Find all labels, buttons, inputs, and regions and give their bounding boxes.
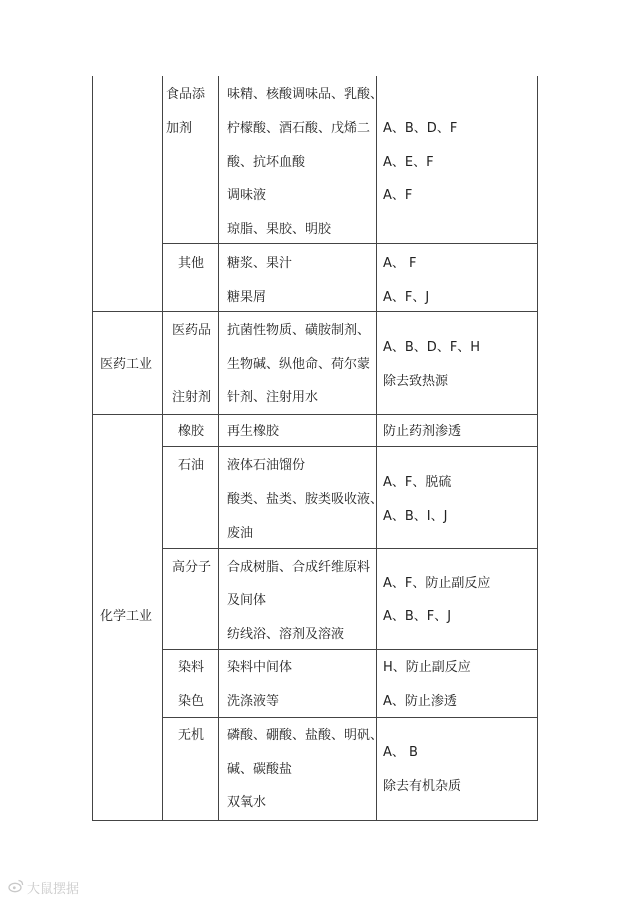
section-divider bbox=[92, 414, 538, 415]
weibo-logo-icon bbox=[8, 879, 24, 897]
material-text: 酸、抗坏血酸 bbox=[227, 155, 306, 170]
material-text: 及间体 bbox=[227, 593, 267, 608]
category-label: 高分子 bbox=[172, 560, 212, 575]
industry-label: 医药工业 bbox=[100, 357, 153, 372]
material-text: 液体石油馏份 bbox=[227, 458, 306, 473]
material-text: 再生橡胶 bbox=[227, 424, 280, 439]
category-label: 其他 bbox=[178, 256, 205, 271]
remark-text: A、B、D、F、H bbox=[383, 340, 481, 355]
column-divider-remarks bbox=[376, 76, 377, 821]
material-text: 生物碱、纵他命、荷尔蒙 bbox=[227, 357, 371, 372]
row-divider bbox=[162, 243, 538, 244]
material-text: 糖果屑 bbox=[227, 290, 267, 305]
table-border-bottom bbox=[92, 820, 538, 821]
category-label: 石油 bbox=[178, 458, 205, 473]
material-text: 磷酸、硼酸、盐酸、明矾、 bbox=[227, 728, 384, 743]
category-label: 医药品 bbox=[172, 323, 212, 338]
remark-text: A、防止渗透 bbox=[383, 694, 457, 709]
remark-text: A、E、F bbox=[383, 155, 434, 170]
row-divider bbox=[162, 649, 538, 650]
row-divider bbox=[162, 548, 538, 549]
table-border-right bbox=[537, 76, 538, 821]
remark-text: A、F、防止副反应 bbox=[383, 576, 491, 591]
remark-text: A、 F bbox=[383, 256, 417, 271]
material-text: 双氧水 bbox=[227, 795, 267, 810]
material-text: 碱、碳酸盐 bbox=[227, 762, 293, 777]
remark-text: A、 B bbox=[383, 745, 418, 760]
remark-text: A、F、J bbox=[383, 290, 430, 305]
industry-label: 化学工业 bbox=[100, 609, 153, 624]
material-text: 废油 bbox=[227, 526, 254, 541]
category-label: 橡胶 bbox=[178, 424, 205, 439]
section-divider bbox=[92, 311, 538, 312]
remark-text: A、B、D、F bbox=[383, 121, 458, 136]
watermark bbox=[8, 878, 79, 897]
remark-text: 防止药剂渗透 bbox=[383, 424, 462, 439]
material-text: 酸类、盐类、胺类吸收液、 bbox=[227, 492, 384, 507]
material-text: 抗菌性物质、磺胺制剂、 bbox=[227, 323, 371, 338]
row-divider bbox=[162, 446, 538, 447]
remark-text: H、防止副反应 bbox=[383, 660, 471, 675]
material-text: 柠檬酸、酒石酸、戊烯二 bbox=[227, 121, 371, 136]
column-divider-materials bbox=[218, 76, 219, 821]
row-divider bbox=[162, 717, 538, 718]
material-text: 琼脂、果胶、明胶 bbox=[227, 222, 332, 237]
category-label: 食品添 bbox=[166, 87, 206, 102]
material-text: 合成树脂、合成纤维原料 bbox=[227, 560, 371, 575]
material-text: 调味液 bbox=[227, 188, 267, 203]
material-text: 洗涤液等 bbox=[227, 694, 280, 709]
remark-text: A、B、I、J bbox=[383, 509, 448, 524]
table-border-left bbox=[92, 76, 93, 821]
data-table bbox=[92, 76, 538, 821]
remark-text: A、F、脱硫 bbox=[383, 475, 452, 490]
material-text: 味精、核酸调味品、乳酸、 bbox=[227, 87, 384, 102]
category-label: 注射剂 bbox=[172, 390, 212, 405]
column-divider-category bbox=[162, 76, 163, 821]
remark-text: 除去有机杂质 bbox=[383, 779, 462, 794]
category-label: 染料 bbox=[178, 660, 205, 675]
watermark-text: 大鼠摆据 bbox=[27, 882, 80, 897]
category-label: 加剂 bbox=[166, 121, 193, 136]
material-text: 针剂、注射用水 bbox=[227, 390, 319, 405]
category-label: 无机 bbox=[178, 728, 205, 743]
material-text: 染料中间体 bbox=[227, 660, 293, 675]
remark-text: A、B、F、J bbox=[383, 609, 452, 624]
material-text: 纺线浴、溶剂及溶液 bbox=[227, 627, 345, 642]
category-label: 染色 bbox=[178, 694, 205, 709]
material-text: 糖浆、果汁 bbox=[227, 256, 293, 271]
remark-text: A、F bbox=[383, 188, 413, 203]
remark-text: 除去致热源 bbox=[383, 374, 449, 389]
